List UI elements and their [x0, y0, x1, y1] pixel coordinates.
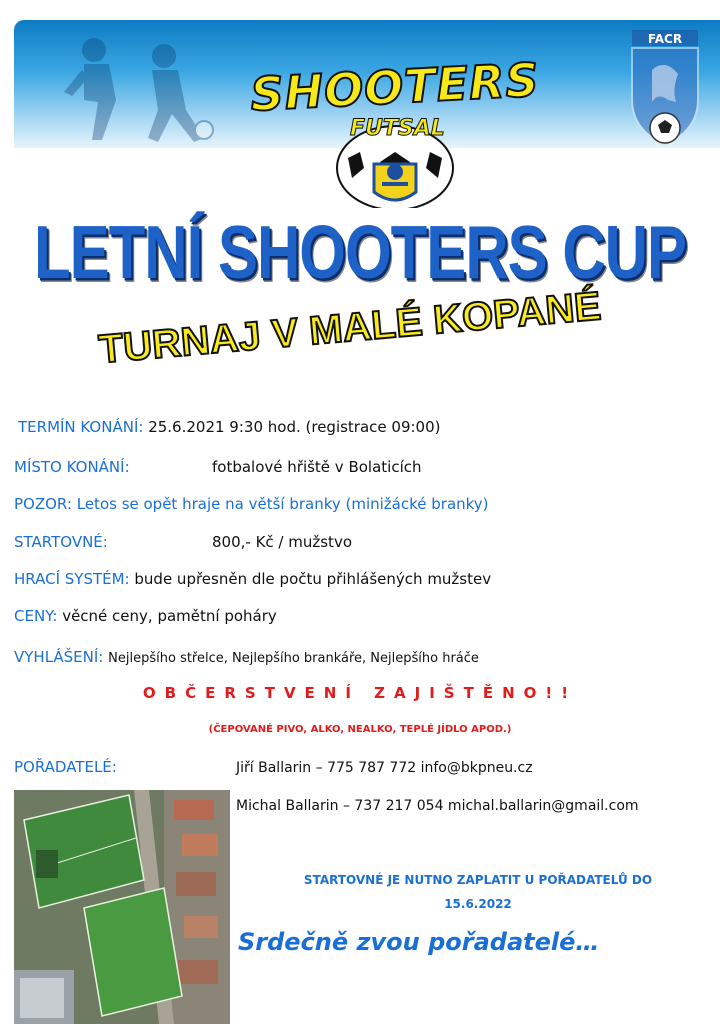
logo-title: SHOOTERS — [249, 52, 541, 122]
logo-subtitle: FUTSAL — [350, 116, 445, 141]
system-label: HRACÍ SYSTÉM: — [14, 570, 130, 588]
organizer-contact-1: Jiří Ballarin – 775 787 772 info@bkpneu.cz — [236, 760, 533, 776]
notice-value: Letos se opět hraje na větší branky (minižácké branky) — [76, 495, 489, 513]
awards-row — [14, 648, 479, 666]
facr-badge — [628, 30, 702, 148]
notice-row — [14, 495, 489, 513]
facr-badge-text: FACR — [647, 32, 683, 46]
payment-note — [248, 868, 708, 916]
fee-label: STARTOVNÉ: — [14, 533, 108, 551]
venue-aerial-map — [14, 790, 230, 1024]
term-row — [18, 418, 441, 436]
prizes-value: věcné ceny, pamětní poháry — [62, 607, 277, 625]
term-value: 25.6.2021 9:30 hod. (registrace 09:00) — [148, 418, 441, 436]
payment-note-line2: 15.6.2022 — [444, 897, 512, 911]
prizes-row — [14, 607, 277, 625]
payment-note-line1: STARTOVNÉ JE NUTNO ZAPLATIT U POŘADATELŮ DO — [303, 873, 653, 887]
system-row — [14, 570, 491, 588]
event-subtitle: TURNAJ V MALÉ KOPANÉ — [97, 284, 603, 372]
shooters-logo — [230, 52, 560, 210]
system-value: bude upřesněn dle počtu přihlášených mužstev — [134, 570, 492, 588]
invitation-text: Srdečně zvou pořadatelé… — [238, 928, 600, 956]
refreshments-heading: OBČERSTVENÍ ZAJIŠTĚNO!! — [142, 684, 578, 702]
event-title: LETNÍ SHOOTERS CUP — [33, 210, 687, 295]
organizer-contact-2: Michal Ballarin – 737 217 054 michal.ballarin@gmail.com — [236, 798, 639, 814]
fee-row — [14, 533, 352, 551]
organizers-label: POŘADATELÉ: — [14, 758, 117, 776]
players-silhouette — [54, 30, 224, 145]
refreshments-note: (ČEPOVANÉ PIVO, ALKO, NEALKO, TEPLÉ JÍDLO APOD.) — [208, 724, 512, 735]
awards-value: Nejlepšího střelce, Nejlepšího brankáře, Nejlepšího hráče — [108, 651, 479, 666]
term-label: TERMÍN KONÁNÍ: — [18, 418, 144, 436]
place-row — [14, 458, 422, 476]
organizers-row — [14, 758, 117, 776]
notice-label: POZOR: — [14, 495, 72, 513]
prizes-label: CENY: — [14, 607, 58, 625]
place-value: fotbalové hřiště v Bolaticích — [212, 458, 422, 476]
awards-label: VYHLÁŠENÍ: — [14, 648, 104, 666]
fee-value: 800,- Kč / mužstvo — [212, 533, 352, 551]
place-label: MÍSTO KONÁNÍ: — [14, 458, 130, 476]
